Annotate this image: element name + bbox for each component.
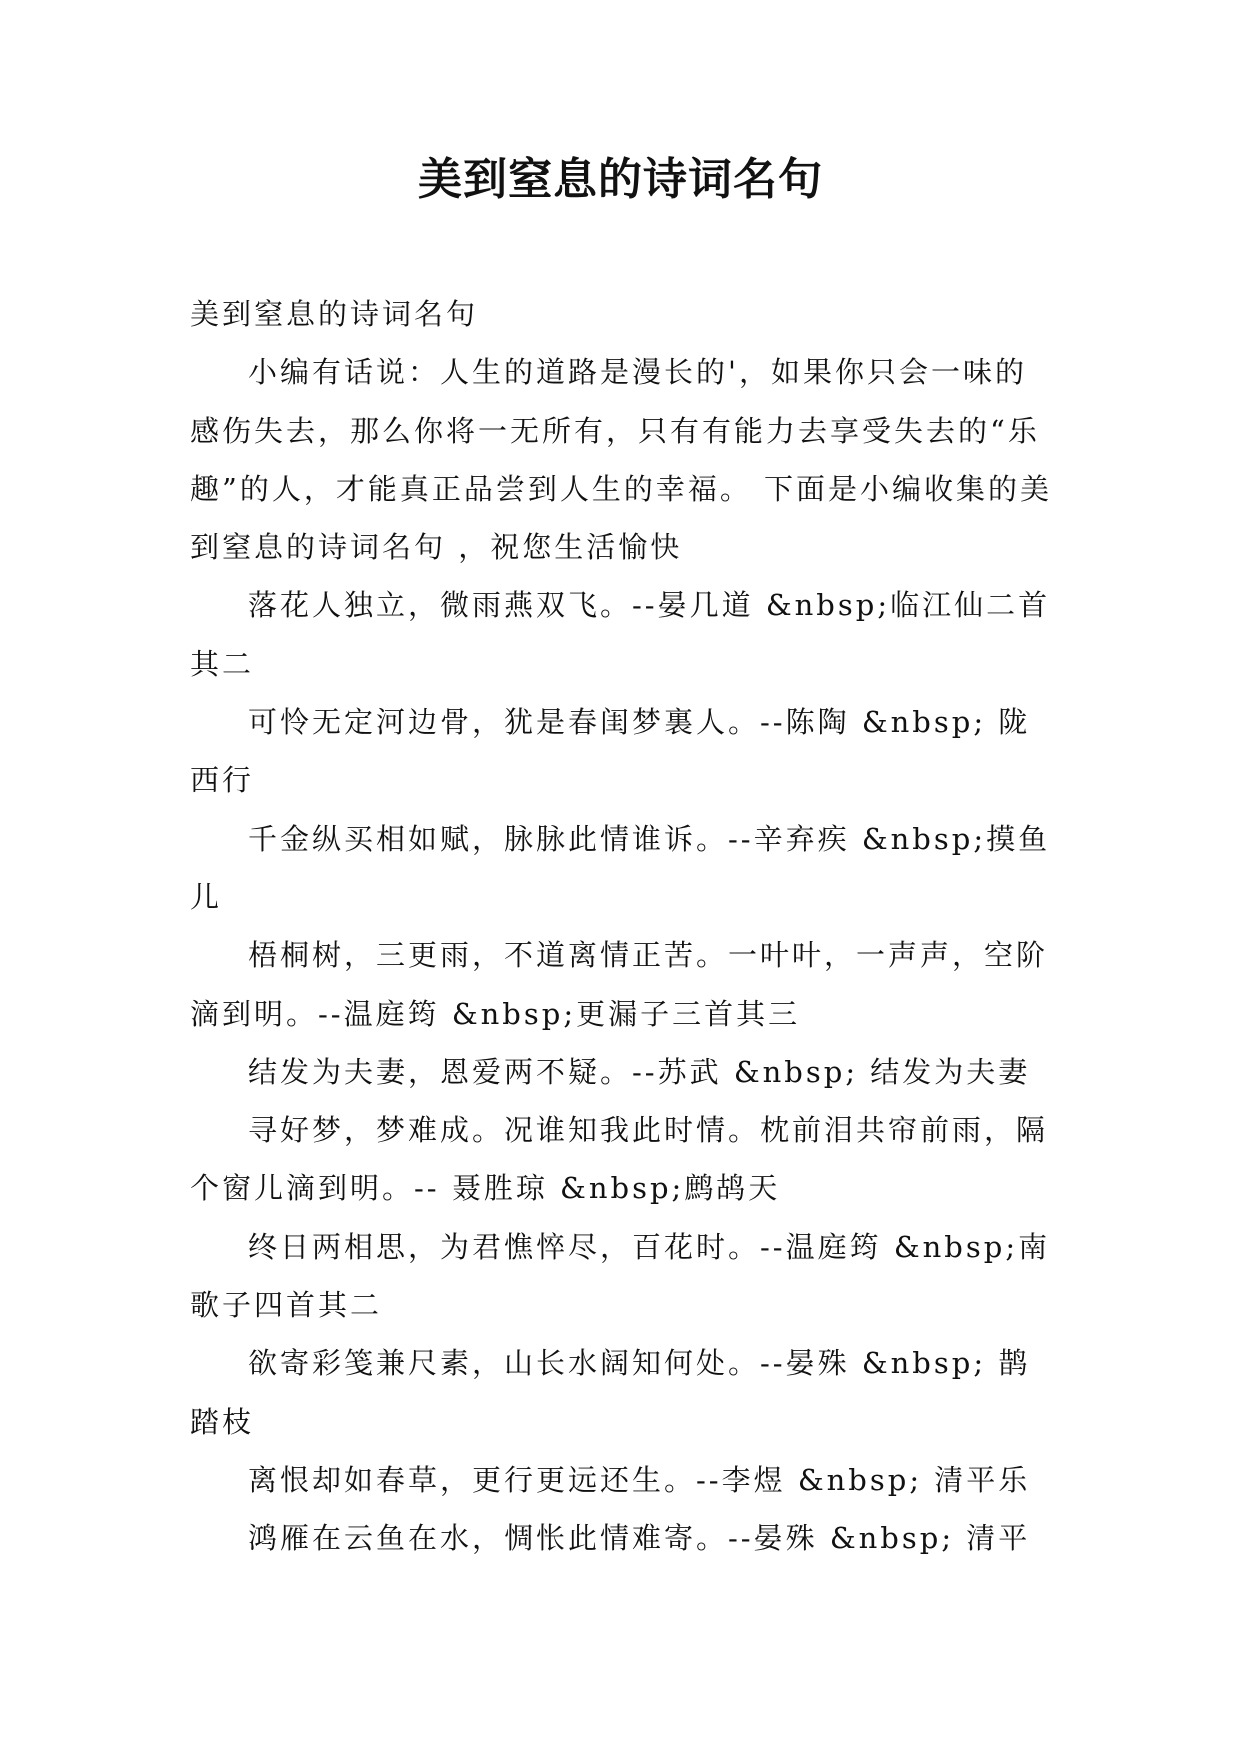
poem-line: 落花人独立，微雨燕双飞。--晏几道 &nbsp;临江仙二首其二 [190, 588, 1051, 681]
intro-paragraph: 小编有话说：人生的道路是漫长的'，如果你只会一味的感伤失去，那么你将一无所有，只有有能力去享受失去的“乐趣”的人，才能真正品尝到人生的幸福。 下面是小编收集的美到窒息的诗词名句 ，祝您生活愉快 [190, 355, 1053, 565]
poem-line: 寻好梦，梦难成。况谁知我此时情。枕前泪共帘前雨，隔个窗儿滴到明。-- 聂胜琼 &nbsp;鹧鸪天 [190, 1113, 1049, 1206]
document-body [190, 285, 1054, 1568]
poem-line: 千金纵买相如赋，脉脉此情谁诉。--辛弃疾 &nbsp;摸鱼儿 [190, 821, 1051, 914]
document-title: 美到窒息的诗词名句 [418, 154, 823, 205]
poem-line: 终日两相思，为君憔悴尽，百花时。--温庭筠 &nbsp;南歌子四首其二 [190, 1229, 1051, 1323]
poem-line: 可怜无定河边骨，犹是春闺梦裏人。--陈陶 &nbsp; 陇西行 [190, 705, 1031, 798]
poem-line: 欲寄彩笺兼尺素，山长水阔知何处。--晏殊 &nbsp; 鹊踏枝 [190, 1346, 1031, 1439]
poem-line: 鸿雁在云鱼在水，惆怅此情难寄。--晏殊 &nbsp; 清平 [248, 1521, 1031, 1556]
poem-line: 结发为夫妻，恩爱两不疑。--苏武 &nbsp; 结发为夫妻 [248, 1054, 1031, 1089]
poem-line: 离恨却如春草，更行更远还生。--李煜 &nbsp; 清平乐 [248, 1462, 1031, 1497]
poem-line: 梧桐树，三更雨，不道离情正苦。一叶叶，一声声，空阶滴到明。--温庭筠 &nbsp;更漏子三首其三 [190, 938, 1049, 1031]
document-subtitle: 美到窒息的诗词名句 [190, 297, 479, 331]
